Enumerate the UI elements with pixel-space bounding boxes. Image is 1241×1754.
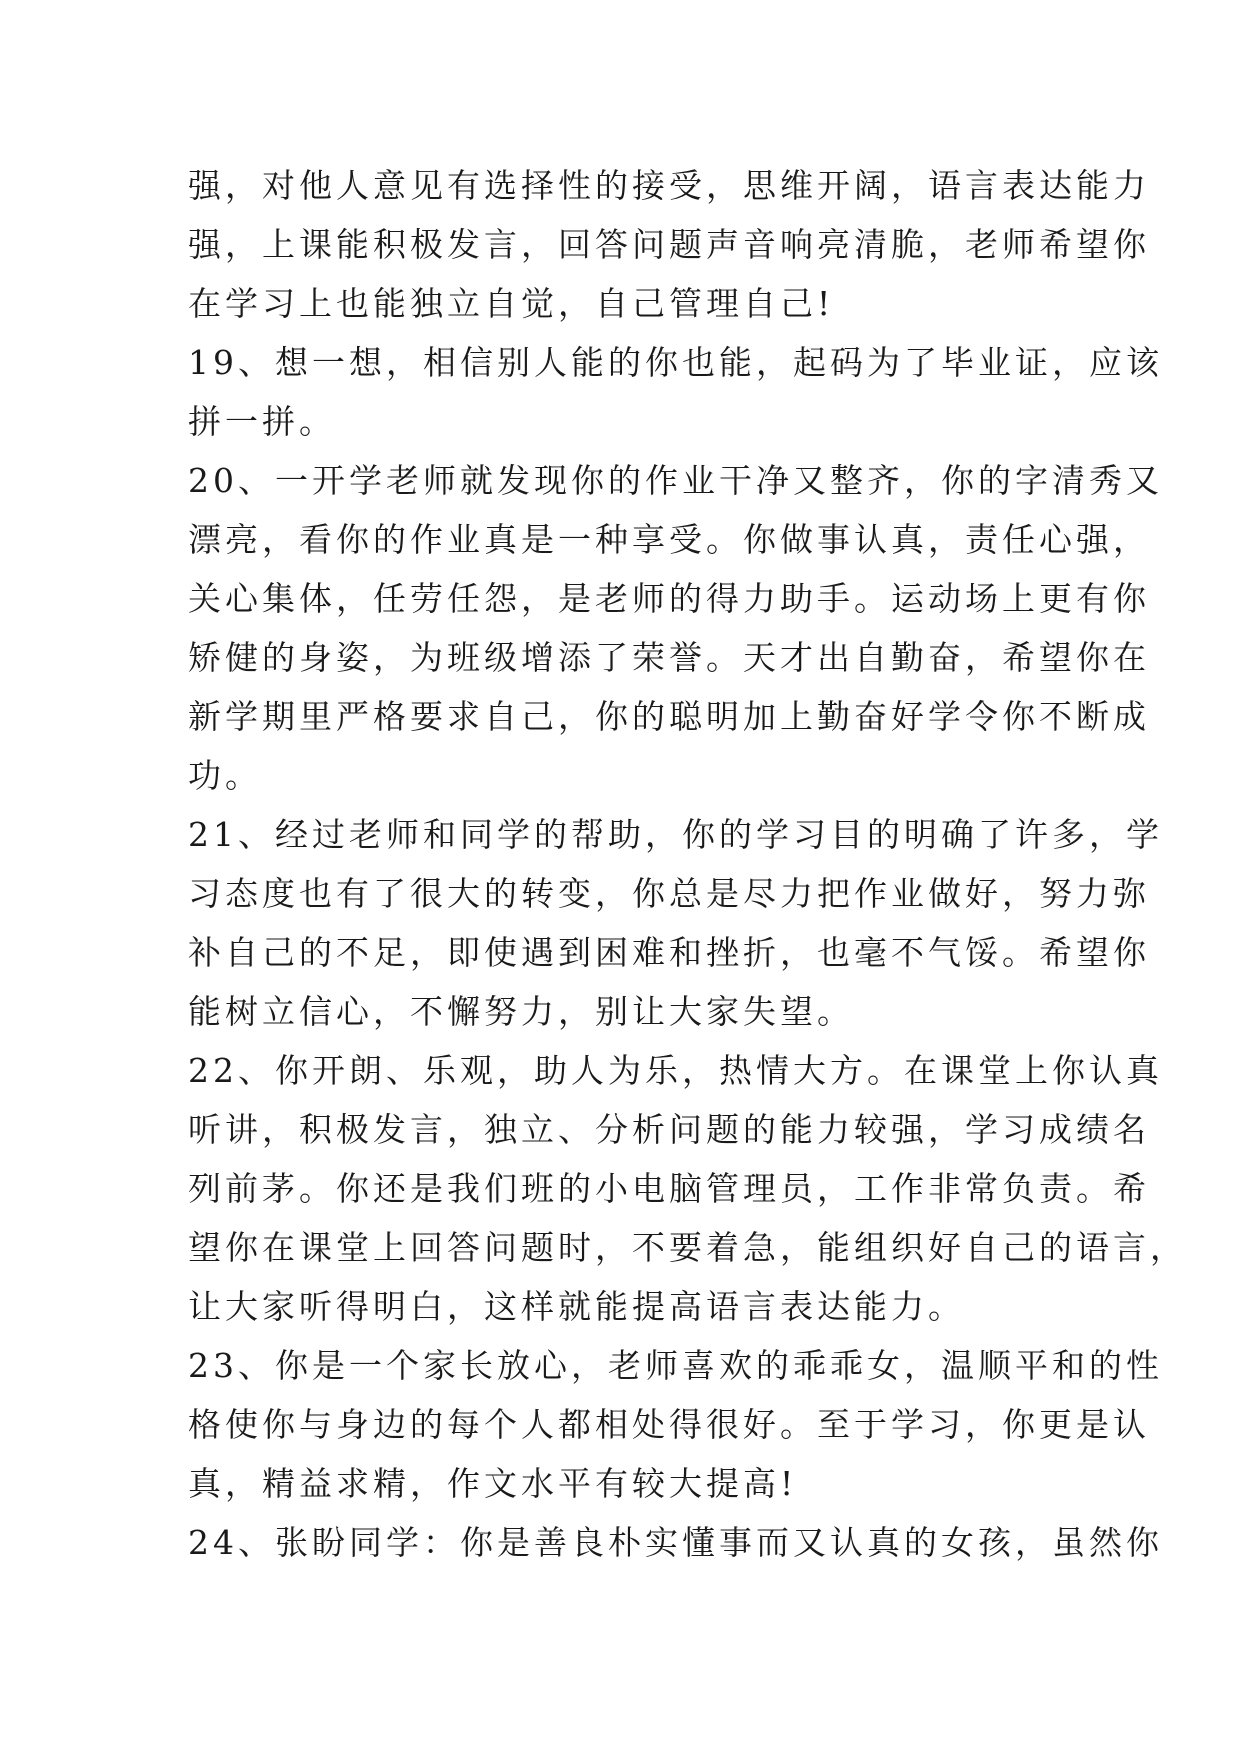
text-line: 拼一拼。 xyxy=(188,402,336,441)
document-body xyxy=(188,156,1187,1572)
text-line: 漂亮，看你的作业真是一种享受。你做事认真，责任心强， xyxy=(188,520,1150,559)
text-line: 让大家听得明白，这样就能提高语言表达能力。 xyxy=(188,1287,965,1326)
text-line: 能树立信心，不懈努力，别让大家失望。 xyxy=(188,992,854,1031)
text-line: 20、一开学老师就发现你的作业干净又整齐，你的字清秀又 xyxy=(188,461,1163,500)
text-line: 功。 xyxy=(188,756,262,795)
text-line: 补自己的不足，即使遇到困难和挫折，也毫不气馁。希望你 xyxy=(188,933,1150,972)
text-line: 望你在课堂上回答问题时，不要着急，能组织好自己的语言， xyxy=(188,1228,1187,1267)
text-line: 习态度也有了很大的转变，你总是尽力把作业做好，努力弥 xyxy=(188,874,1150,913)
text-line: 在学习上也能独立自觉，自己管理自己! xyxy=(188,284,835,323)
text-line: 格使你与身边的每个人都相处得很好。至于学习，你更是认 xyxy=(188,1405,1150,1444)
text-line: 19、想一想，相信别人能的你也能，起码为了毕业证，应该 xyxy=(188,343,1163,382)
text-line: 列前茅。你还是我们班的小电脑管理员，工作非常负责。希 xyxy=(188,1169,1150,1208)
text-line: 21、经过老师和同学的帮助，你的学习目的明确了许多，学 xyxy=(188,815,1163,854)
text-line: 强，上课能积极发言，回答问题声音响亮清脆，老师希望你 xyxy=(188,225,1150,264)
text-line: 新学期里严格要求自己，你的聪明加上勤奋好学令你不断成 xyxy=(188,697,1150,736)
text-line: 听讲，积极发言，独立、分析问题的能力较强，学习成绩名 xyxy=(188,1110,1150,1149)
text-line: 关心集体，任劳任怨，是老师的得力助手。运动场上更有你 xyxy=(188,579,1150,618)
text-line: 强，对他人意见有选择性的接受，思维开阔，语言表达能力 xyxy=(188,166,1150,205)
text-line: 真，精益求精，作文水平有较大提高! xyxy=(188,1464,798,1503)
text-line: 矫健的身姿，为班级增添了荣誉。天才出自勤奋，希望你在 xyxy=(188,638,1150,677)
text-line: 22、你开朗、乐观，助人为乐，热情大方。在课堂上你认真 xyxy=(188,1051,1163,1090)
text-line: 24、张盼同学：你是善良朴实懂事而又认真的女孩，虽然你 xyxy=(188,1523,1163,1562)
text-line: 23、你是一个家长放心，老师喜欢的乖乖女，温顺平和的性 xyxy=(188,1346,1163,1385)
